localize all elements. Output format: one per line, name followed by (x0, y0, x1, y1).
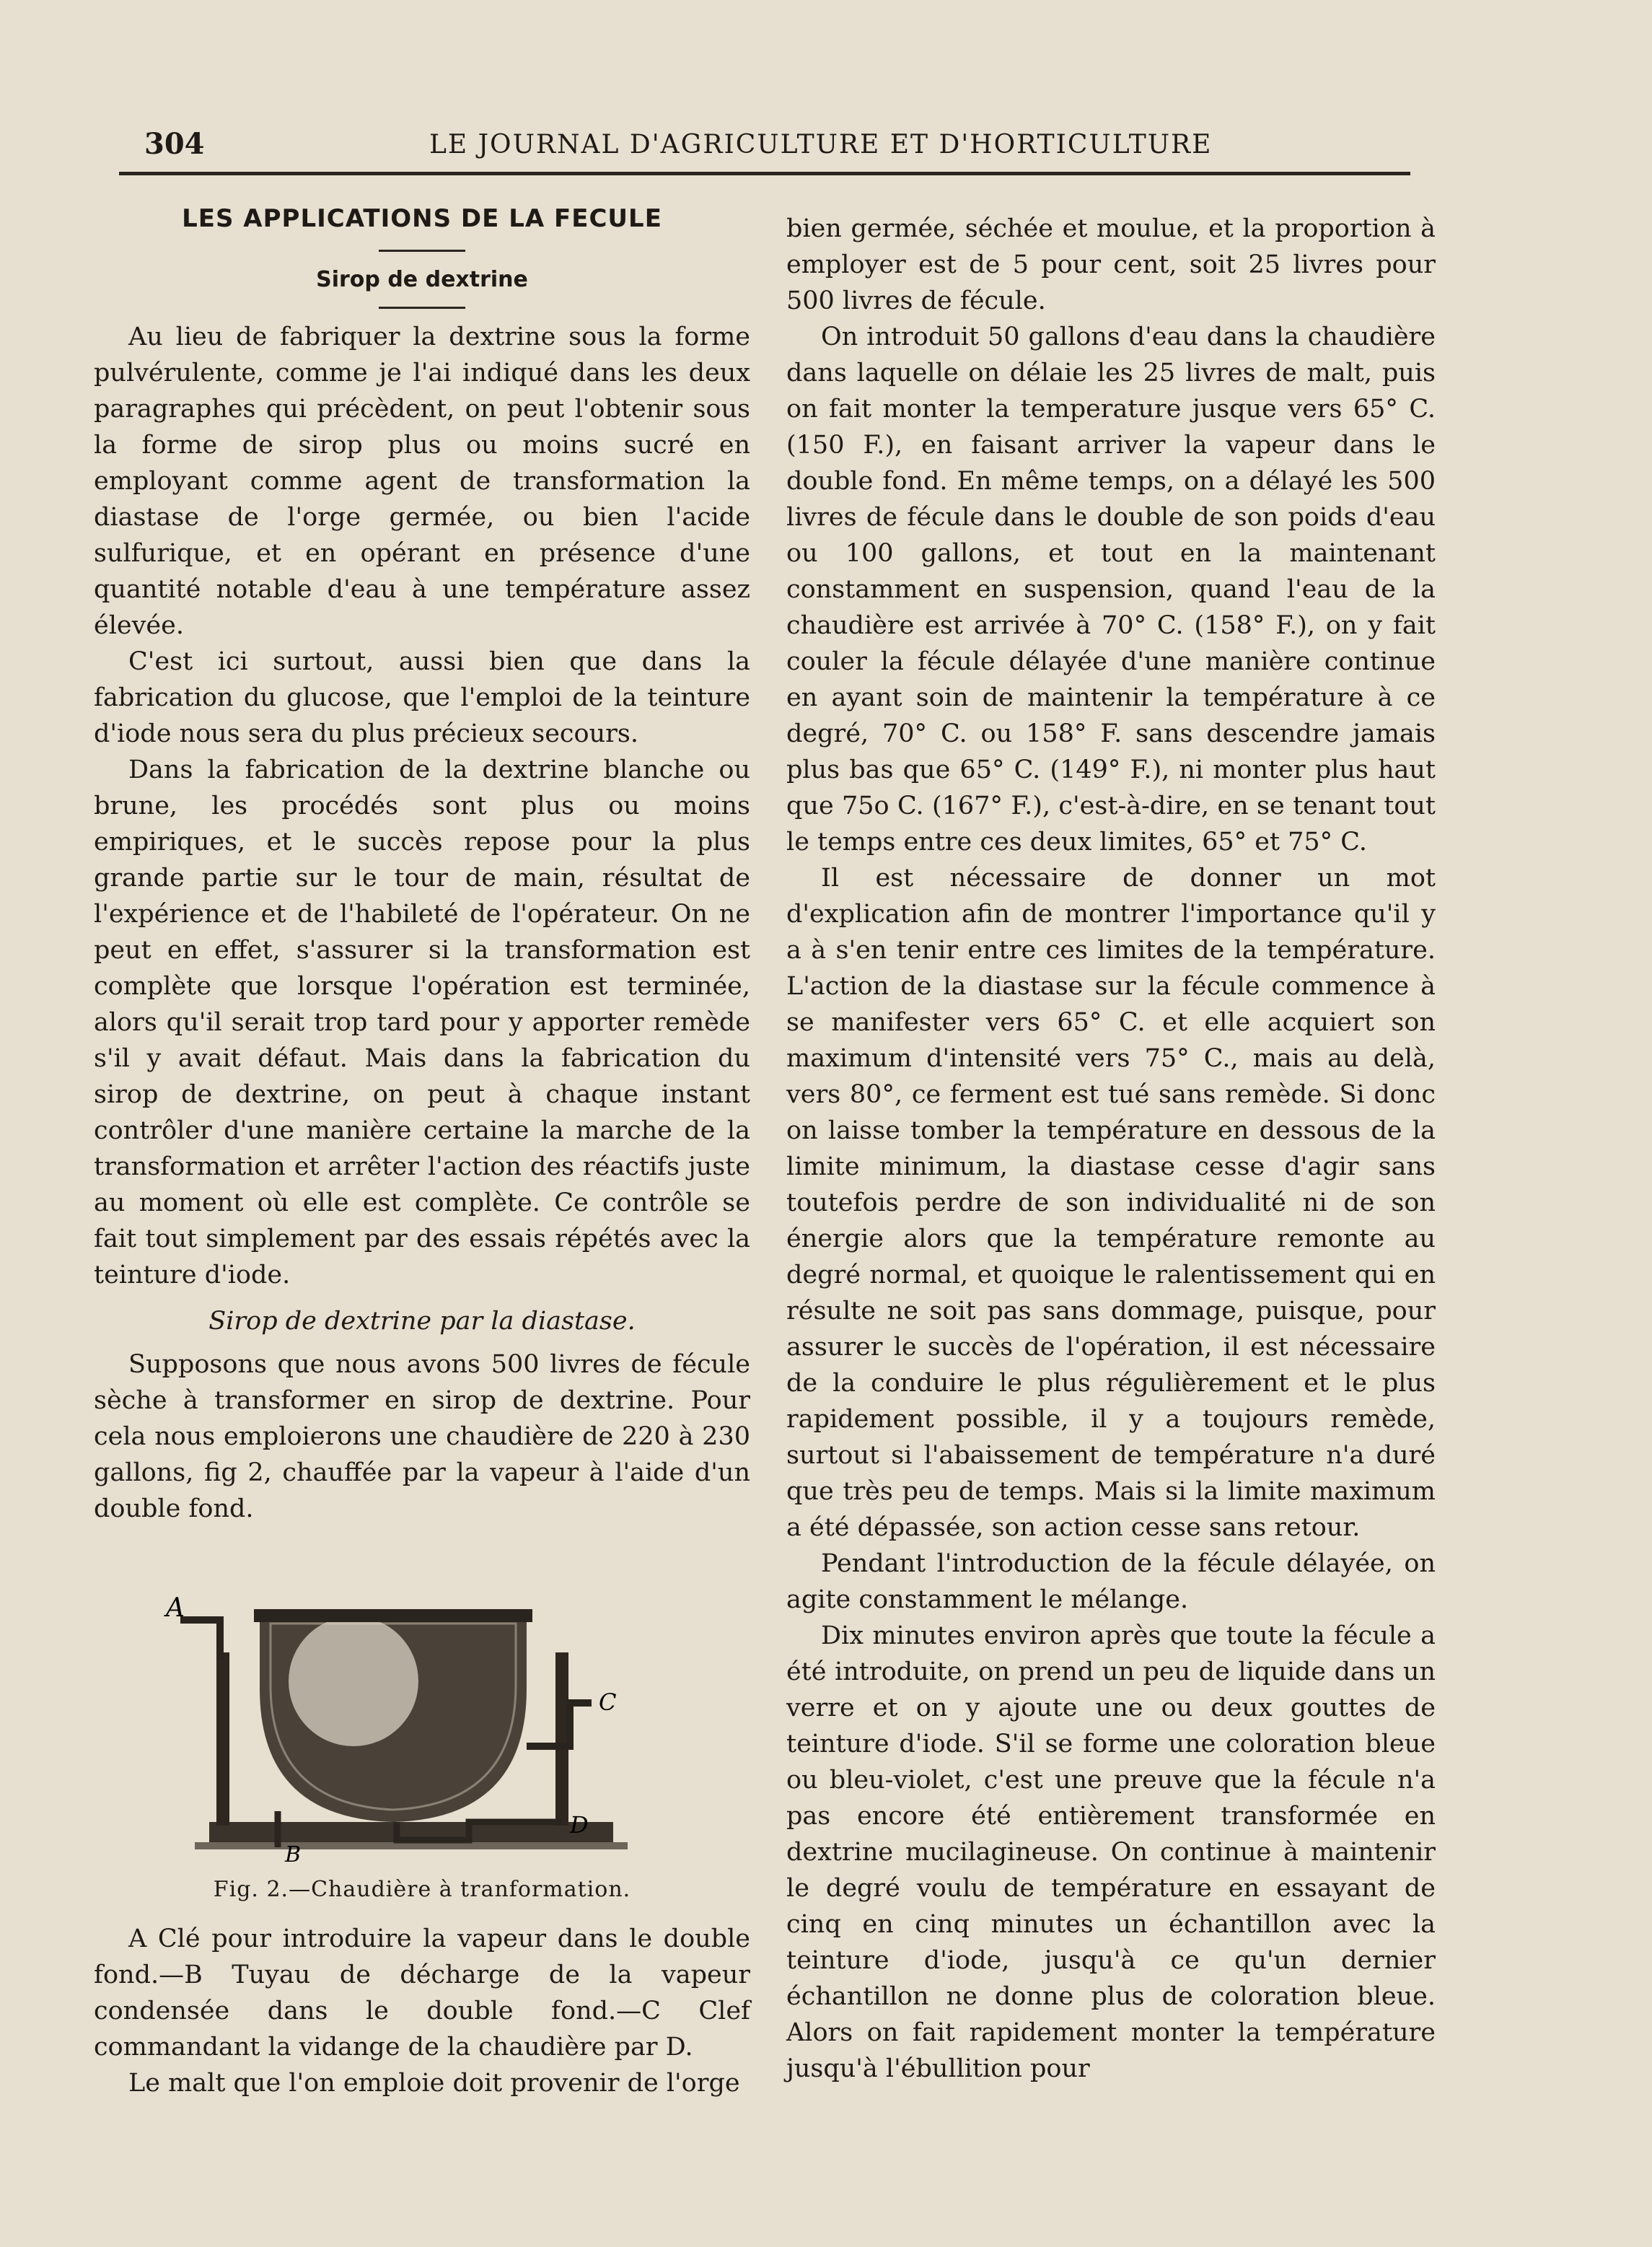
page-header (119, 121, 1410, 172)
boiler-leg-left (216, 1652, 229, 1826)
figure-label-d: D (570, 1811, 589, 1839)
paragraph: Supposons que nous avons 500 livres de fécule sèche à transformer en sirop de dextrine. Pour cela nous emploierons une chaudière de 220 à 230 gallons, fig 2, chauffée par la vapeur à l'aide d'un double fond. (94, 1350, 750, 1523)
paragraph: On introduit 50 gallons d'eau dans la chaudière dans laquelle on délaie les 25 livres de malt, puis on fait monter la temperature jusque vers 65° C. (150 F.), en faisant arriver la vapeur dans le double fond. En même temps, on a délayé les 500 livres de fécule dans le double de son poids d'eau ou 100 gallons, et tout en la maintenant constamment en suspension, quand l'eau de la chaudière est arrivée à 70° C. (158° F.), on y fait couler la fécule délayée d'une manière continue en ayant soin de maintenir la température à ce degré, 70° C. ou 158° F. sans descendre jamais plus bas que 65° C. (149° F.), ni monter plus haut que 75o C. (167° F.), c'est-à-dire, en se tenant tout le temps entre ces deux limites, 65° et 75° C. (786, 323, 1436, 857)
spacer (94, 309, 750, 319)
paragraph: Le malt que l'on emploie doit provenir de l'orge (128, 2069, 740, 2098)
paragraph: Dix minutes environ après que toute la fécule a été introduite, on prend un peu de liquide dans un verre et on y ajoute une ou deux gouttes de teinture d'iode. S'il se forme une coloration bleue ou bleu-violet, c'est une preuve que la fécule n'a pas encore été entièrement transformée en dextrine mucilagineuse. On continue à maintenir le degré voulu de température en essayant de cinq en cinq minutes un échantillon avec la teinture d'iode, jusqu'à ce qu'un dernier échantillon ne donne plus de coloration bleue. Alors on fait rapidement monter la température jusqu'à l'ébullition pour (786, 1621, 1436, 2083)
steam-pipe-a (180, 1620, 220, 1660)
figure-caption: Fig. 2.—Chaudière à tranformation. (213, 1877, 631, 1902)
running-title: LE JOURNAL D'AGRICULTURE ET D'HORTICULTURE (429, 130, 1213, 159)
figure-label-b: B (285, 1842, 302, 1867)
boiler-figure (94, 1537, 750, 1869)
figure-label-a: A (166, 1593, 185, 1623)
paragraph: C'est ici surtout, aussi bien que dans la fabrication du glucose, que l'emploi de la teinture d'iode nous sera du plus précieux secours. (94, 647, 750, 748)
figure-label-c: C (599, 1688, 617, 1716)
page-number: 304 (144, 127, 205, 161)
paragraph: bien germée, séchée et moulue, et la proportion à employer est de 5 pour cent, soit 25 livres pour 500 livres de fécule. (786, 214, 1436, 315)
paragraph: Au lieu de fabriquer la dextrine sous la forme pulvérulente, comme je l'ai indiqué dans les deux paragraphes qui précèdent, on peut l'obtenir sous la forme de sirop plus ou moins sucré en employant comme agent de transformation la diastase de l'orge germée, ou bien l'acide sulfurique, et en opérant en présence d'une quantité notable d'eau à une température assez élevée. (94, 323, 750, 640)
left-column (94, 195, 750, 2101)
boiler-highlight (289, 1616, 418, 1746)
article-title: LES APPLICATIONS DE LA FECULE (182, 204, 662, 233)
boiler-rim (254, 1609, 532, 1622)
paragraph: Dans la fabrication de la dextrine blanche ou brune, les procédés sont plus ou moins empiriques, et le succès repose pour la plus grande partie sur le tour de main, résultat de l'expérience et de l'habileté de l'opérateur. On ne peut en effet, s'assurer si la transformation est complète que lorsque l'opération est terminée, alors qu'il serait trop tard pour y apporter remède s'il y avait défaut. Mais dans la fabrication du sirop de dextrine, on peut à chaque instant contrôler d'une manière certaine la marche de la transformation et arrêter l'action des réactifs juste au moment où elle est complète. Ce contrôle se fait tout simplement par des essais répétés avec la teinture d'iode. (94, 755, 750, 1289)
figure-legend: A Clé pour introduire la vapeur dans le double fond.—B Tuyau de décharge de la vapeur condensée dans le double fond.—C Clef commandant la vidange de la chaudière par D. (94, 1924, 750, 2062)
subsection-title: Sirop de dextrine par la diastase. (208, 1307, 636, 1336)
right-column (786, 211, 1436, 2087)
title-divider (379, 250, 465, 252)
paragraph: Il est nécessaire de donner un mot d'explication afin de montrer l'importance qu'il y a à s'en tenir entre ces limites de la température. L'action de la diastase sur la fécule commence à se manifester vers 65° C. et elle acquiert son maximum d'intensité vers 75° C., mais au delà, vers 80°, ce ferment est tué sans remède. Si donc on laisse tomber la température en dessous de la limite minimum, la diastase cesse d'agir sans toutefois perdre de son individualité ni de son énergie alors que la température remonte au degré normal, et quoique le ralentissement qui en résulte ne soit pas sans dommage, puisque, pour assurer le succès de l'opération, il est nécessaire de la conduire le plus régulièrement et le plus rapidement possible, il y a toujours remède, surtout si l'abaissement de température n'a duré que très peu de temps. Mais si la limite maximum a été dépassée, son action cesse sans retour. (786, 864, 1436, 1542)
header-rule (119, 172, 1410, 175)
paragraph: Pendant l'introduction de la fécule délayée, on agite constamment le mélange. (786, 1549, 1436, 1614)
boiler-illustration (94, 1537, 750, 1869)
section-title: Sirop de dextrine (316, 267, 528, 292)
